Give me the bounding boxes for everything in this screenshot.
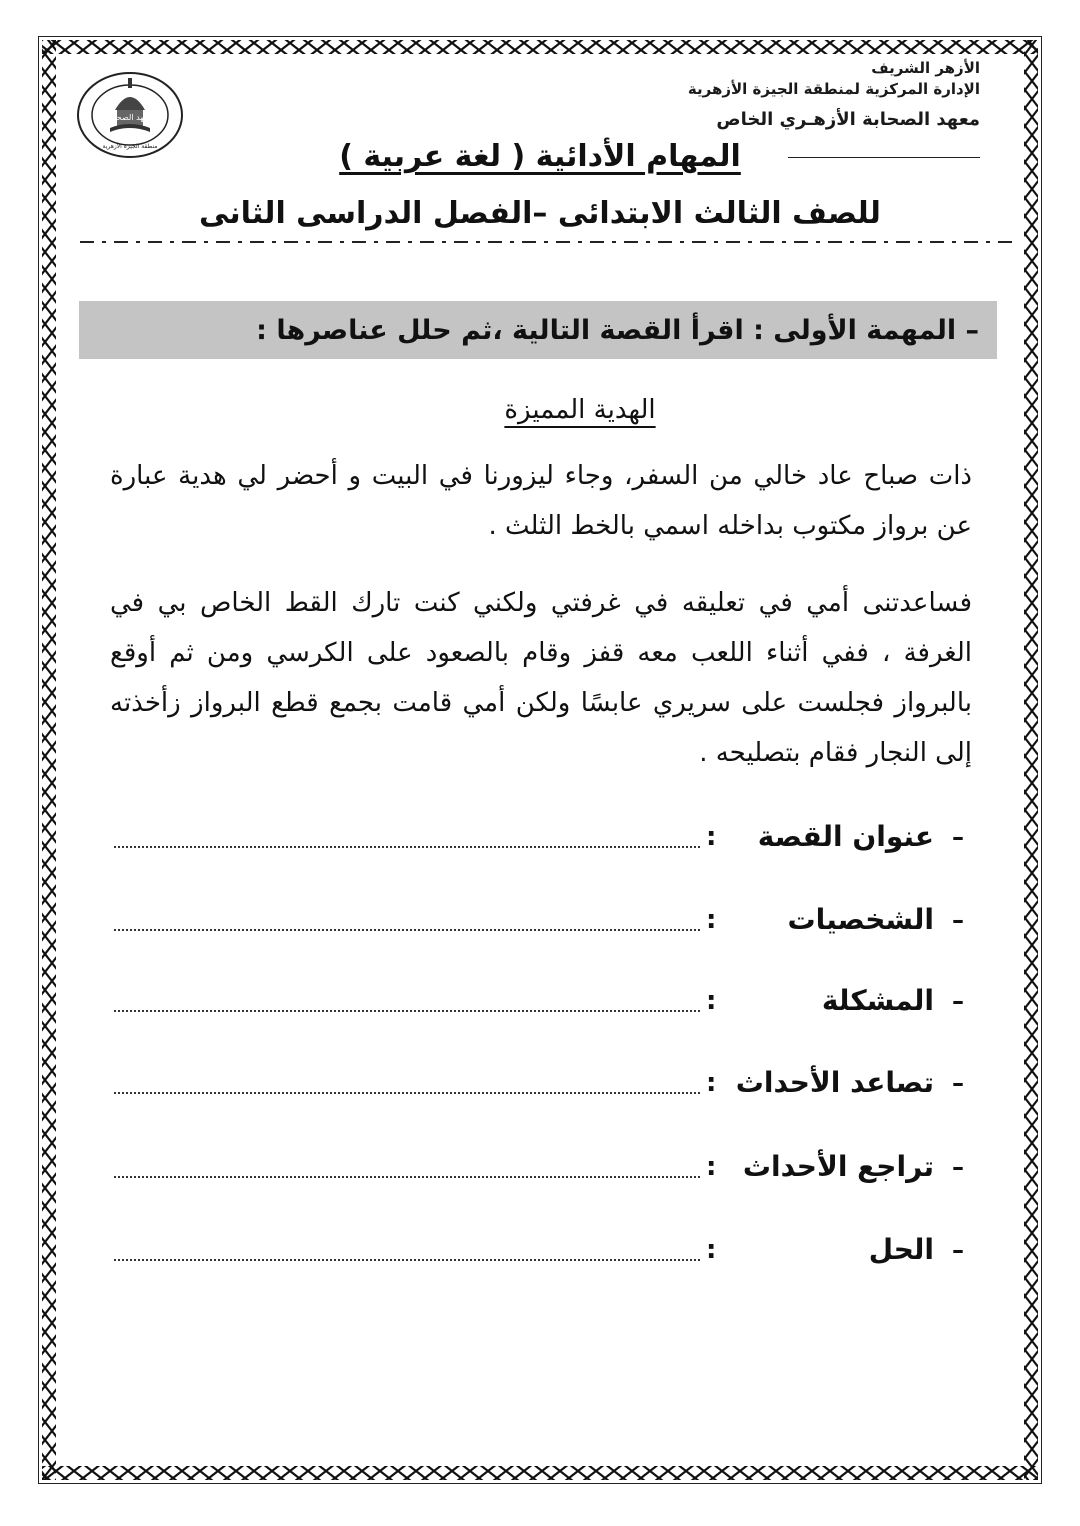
bullet-dash: – [952, 906, 964, 934]
story-paragraph: فساعدتنى أمي في تعليقه في غرفتي ولكني كنت تارك القط الخاص بي في الغرفة ، ففي أثناء اللعب معه قفز وقام بالصعود على الكرسي ومن ثم أوقع بالبرواز فجلست على سريري عابسًا ولكن أمي قامت بجمع قطع البرواز زأخذته إلى النجار فقام بتصليحه . [110, 588, 972, 768]
header-line-institute: معهد الصحابة الأزهـري الخاص [716, 109, 980, 130]
answer-line[interactable] [114, 1092, 700, 1094]
bullet-dash: – [952, 823, 964, 851]
answer-line[interactable] [114, 1259, 700, 1261]
story-paragraph: ذات صباح عاد خالي من السفر، وجاء ليزورنا في البيت و أحضر لي هدية عبارة عن برواز مكتوب بداخله اسمي بالخط الثلث . [110, 461, 972, 541]
colon: : [706, 1068, 717, 1098]
question-label: تصاعد الأحداث [735, 1066, 934, 1099]
bullet-dash: – [952, 1069, 964, 1097]
answer-row-falling-action [110, 1142, 970, 1192]
story-title [0, 388, 1080, 432]
page-subtitle: للصف الثالث الابتدائى –الفصل الدراسى الثانى [199, 196, 881, 231]
colon: : [706, 1235, 717, 1265]
question-label: المشكلة [821, 984, 934, 1017]
page-title [0, 133, 1080, 181]
page-title-text: المهام الأدائية ( لغة عربية ) [339, 139, 741, 174]
bullet-dash: – [952, 1153, 964, 1181]
answer-row-title [110, 812, 970, 862]
logo-bottom-text: منطقة الجيزة الأزهرية [102, 143, 158, 150]
bullet-dash: – [952, 987, 964, 1015]
colon: : [706, 822, 717, 852]
header-line-administration: الإدارة المركزية لمنطقة الجيزة الأزهرية [687, 80, 980, 98]
logo-top-text: معهد الصحابة [107, 113, 153, 122]
task-instruction-text: – المهمة الأولى : اقرأ القصة التالية ،ثم حلل عناصرها : [256, 314, 979, 346]
task-instruction-bar [79, 301, 997, 359]
question-label: عنوان القصة [757, 820, 934, 853]
answer-row-solution [110, 1225, 970, 1275]
institution-header [640, 58, 980, 140]
colon: : [706, 905, 717, 935]
answer-line[interactable] [114, 1010, 700, 1012]
section-divider [72, 241, 1012, 243]
colon: : [706, 986, 717, 1016]
answer-row-characters [110, 895, 970, 945]
answer-row-rising-action [110, 1058, 970, 1108]
story-title-text: الهدية المميزة [504, 395, 656, 425]
answer-row-problem [110, 976, 970, 1026]
question-label: الحل [868, 1233, 934, 1266]
bullet-dash: – [952, 1236, 964, 1264]
answer-line[interactable] [114, 1176, 700, 1178]
colon: : [706, 1152, 717, 1182]
header-line-azhar: الأزهر الشريف [871, 59, 980, 77]
answer-line[interactable] [114, 846, 700, 848]
question-label: تراجع الأحداث [742, 1150, 934, 1183]
answer-line[interactable] [114, 929, 700, 931]
question-label: الشخصيات [787, 903, 934, 936]
